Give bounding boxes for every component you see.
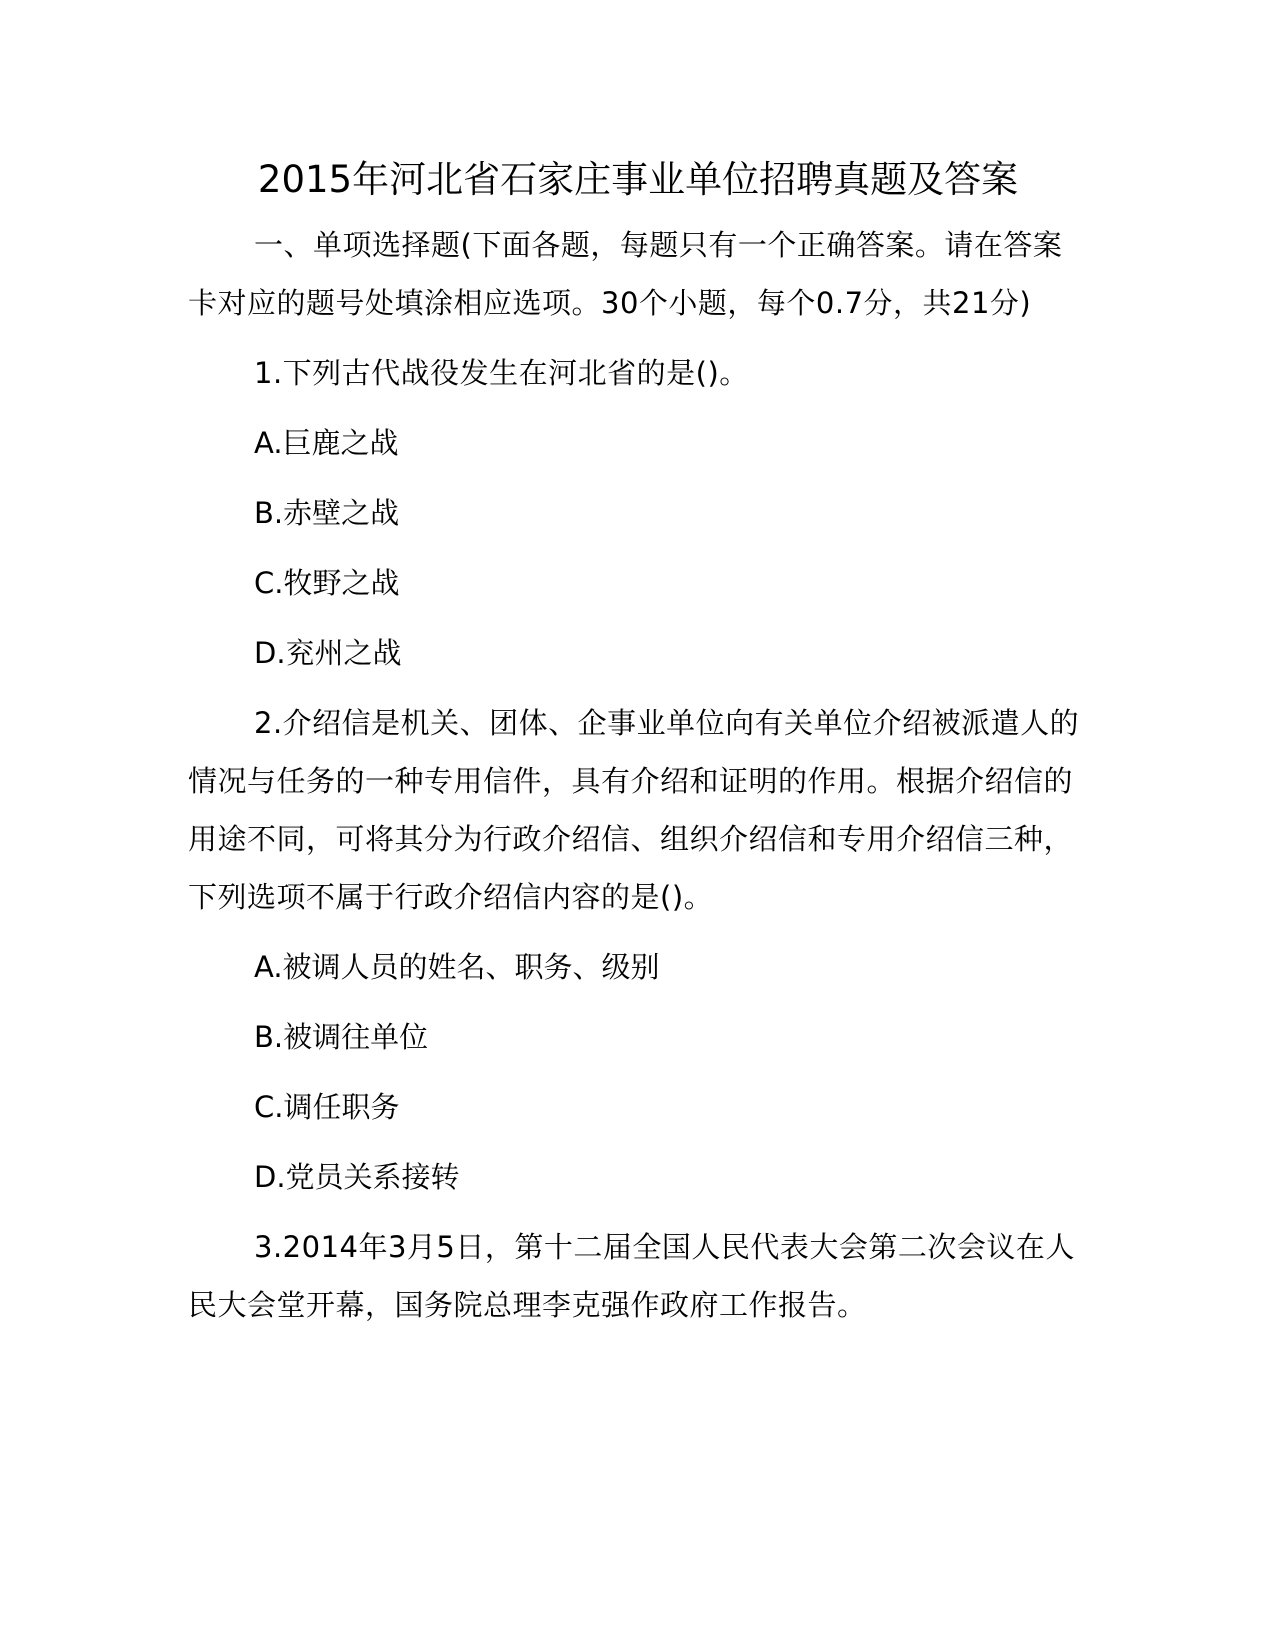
document-page — [188, 150, 1088, 1334]
question-1-option-d: D.兖州之战 — [254, 636, 402, 670]
question-1-stem: 1.下列古代战役发生在河北省的是()。 — [254, 356, 749, 390]
question-1-option-c: C.牧野之战 — [254, 566, 400, 600]
question-2-option-b: B.被调往单位 — [254, 1020, 429, 1054]
question-2-option-c: C.调任职务 — [254, 1090, 400, 1124]
document-title: 2015年河北省石家庄事业单位招聘真题及答案 — [257, 158, 1019, 201]
section-heading: 一、单项选择题(下面各题，每题只有一个正确答案。请在答案卡对应的题号处填涂相应选项。30个小题，每个0.7分，共21分) — [188, 228, 1063, 320]
spacer — [188, 332, 1088, 344]
question-2-stem: 2.介绍信是机关、团体、企事业单位向有关单位介绍被派遣人的情况与任务的一种专用信件，具有介绍和证明的作用。根据介绍信的用途不同，可将其分为行政介绍信、组织介绍信和专用介绍信三种，下列选项不属于行政介绍信内容的是()。 — [188, 706, 1080, 914]
question-3-stem: 3.2014年3月5日，第十二届全国人民代表大会第二次会议在人民大会堂开幕，国务院总理李克强作政府工作报告。 — [188, 1230, 1075, 1322]
spacer — [188, 402, 1088, 414]
question-2-option-d: D.党员关系接转 — [254, 1160, 460, 1194]
question-1-option-a: A.巨鹿之战 — [254, 426, 399, 460]
spacer — [188, 926, 1088, 938]
question-1-option-b: B.赤壁之战 — [254, 496, 400, 530]
question-2-option-a: A.被调人员的姓名、职务、级别 — [254, 950, 660, 984]
